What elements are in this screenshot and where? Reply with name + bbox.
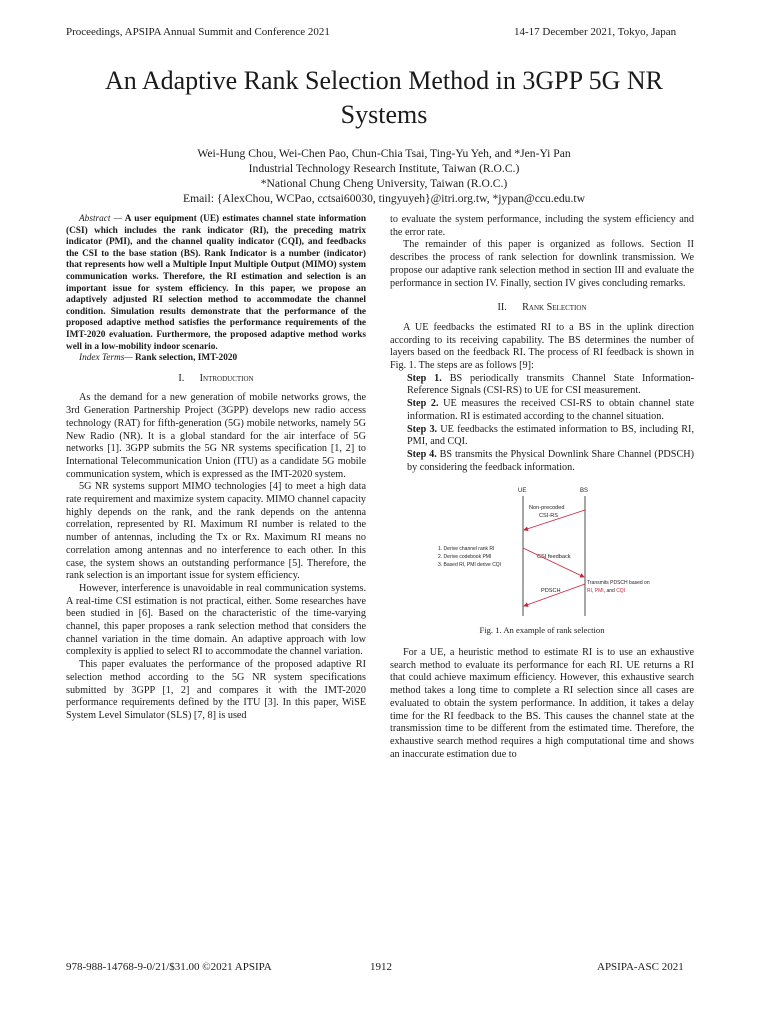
step-label: Step 2. — [407, 398, 439, 410]
abstract — [66, 214, 366, 353]
pdsch-label: PDSCH — [541, 588, 561, 595]
cqi-term: CQI — [616, 588, 626, 595]
page-number: 1912 — [370, 961, 392, 973]
bs-transmit-note-line2: RI, PMI, and CQI — [587, 588, 626, 595]
ue-step-2-note: 2. Derive codebook PMI — [438, 554, 492, 561]
ri-term: RI — [587, 588, 592, 595]
conference-date-header: 14-17 December 2021, Tokyo, Japan — [514, 26, 677, 38]
section-number: II. — [497, 302, 507, 314]
abstract-text: A user equipment (UE) estimates channel state information (CSI) which includes the rank indicator (RI), the preceding matrix indicator (PMI), and the channel quality indicator (CQI), and feedbacks the CSI to the base station (BS). Rank Indicator is a number (indicator) that represents how well a Multiple Input Multiple Output (MIMO) system communication works. Therefore, the RI estimation and selection is an important issue for system efficiency. In this paper, we propose an adaptively adjusted RI selection method to accommodate the channel condition. Simulation results demonstrate that the performance of the proposed adaptive method satisfies the performance requirements of the IMT-2020 evaluation. Furthermore, the proposed adaptive method works well in a low-mobility indoor scenario. — [66, 214, 366, 352]
step-4 — [390, 449, 694, 474]
step-text: BS transmits the Physical Downlink Share Channel (PDSCH) by considering the feedback information. — [407, 448, 694, 473]
right-column — [390, 214, 694, 761]
index-terms-text: Rank selection, IMT-2020 — [132, 353, 238, 364]
paragraph: to evaluate the system performance, including the system efficiency and the error rate. — [390, 214, 694, 238]
step-3 — [390, 424, 694, 449]
affiliation-2: *National Chung Cheng University, Taiwan (R.O.C.) — [260, 177, 508, 190]
section-title: Rank Selection — [522, 302, 587, 314]
section-number: I. — [178, 372, 185, 384]
paragraph: This paper evaluates the performance of the proposed adaptive RI selection method according to the 5G NR system specifications submitted by 3GPP [1, 2] and compares it with the IMT-2020 performance requirements defined by the ITU [3]. In this paper, WiSE System Level Simulator (SLS) [7, 8] is used — [66, 659, 366, 721]
isbn-footer: 978-988-14768-9-0/21/$31.00 ©2021 APSIPA — [66, 961, 272, 973]
author-email: Email: {AlexChou, WCPao, cctsai60030, tingyuyeh}@itri.org.tw, *jypan@ccu.edu.tw — [183, 192, 585, 205]
and-word: and — [606, 588, 615, 595]
paragraph: As the demand for a new generation of mobile networks grows, the 3rd Generation Partnership Project (3GPP) develops new radio access technology (RAT) for fifth-generation (5G) mobile networks, namely 5G New Radio (NR). It is a global standard for the air interface of 5G networks [1]. 3GPP submits the 5G NR systems specification [1, 2] to International Telecommunication Union (ITU) as a candidate 5G mobile communication system, which is expressed as the IMT-2020 system. — [66, 392, 366, 480]
bs-label: BS — [580, 488, 589, 495]
step-label: Step 4. — [407, 448, 437, 460]
step-text: UE measures the received CSI-RS to obtain channel state information. RI is estimated according to the channel situation. — [407, 398, 694, 422]
rank-selection-diagram — [390, 484, 694, 620]
abstract-label: Abstract — — [79, 214, 123, 224]
index-terms — [66, 353, 366, 365]
paragraph: A UE feedbacks the estimated RI to a BS in the uplink direction according to its receiving capability. The BS determines the number of layers based on the feedback RI. The process of RI feedback is shown in Fig. 1. The steps are as follows [9]: — [390, 321, 694, 372]
affiliation-1: Industrial Technology Research Institute, Taiwan (R.O.C.) — [248, 162, 520, 175]
left-column — [66, 214, 366, 723]
paragraph: However, interference is unavoidable in real communication systems. A real-time CSI estimation is not practical, either. Some researches have been studied in [6]. Based on the characteristic of the time-varying channel, this paper proposes a rank selection method that considers the channel variation in the time domain. An adaptive approach with low complexity is applied to select RI to accommodate the channel variation. — [66, 582, 366, 658]
index-terms-label: Index Terms— — [79, 353, 133, 364]
ue-step-1-note: 1. Derive channel rank RI — [438, 546, 495, 553]
csi-feedback-arrow — [523, 548, 584, 577]
figure-caption: Fig. 1. An example of rank selection — [479, 625, 605, 636]
section-title: Introduction — [199, 372, 254, 384]
section-heading-introduction — [66, 373, 366, 386]
step-label: Step 3. — [407, 423, 438, 435]
pmi-term: PMI — [594, 588, 604, 595]
paragraph: The remainder of this paper is organized as follows. Section II describes the process of rank selection for downlink transmission. We propose our adaptive rank selection method in section III and evaluate the performance in section IV. Finally, section IV gives concluding remarks. — [390, 239, 694, 289]
step-text: BS periodically transmits Channel State Information-Reference Signals (CSI-RS) to UE for CSI measurement. — [407, 372, 695, 397]
conference-footer: APSIPA-ASC 2021 — [597, 961, 684, 973]
proceedings-header: Proceedings, APSIPA Annual Summit and Conference 2021 — [66, 26, 330, 38]
paragraph: 5G NR systems support MIMO technologies [4] to meet a high data rate requirement and maximize system capacity. MIMO channel capacity highly depends on the rank, and the rank depends on the antenna correlation, represented by RI. Maximum RI number is related to the number of antennas, including the Tx or Rx. Maximum RI means no correlation among antennas and no interference to each other. In this case, the system shows an outstanding performance [5]. Therefore, the rank selection is an important issue for system efficiency. — [66, 481, 366, 582]
ue-step-3-note: 3. Based RI, PMI derive CQI — [438, 562, 502, 569]
figure-1 — [390, 484, 694, 620]
csi-rs-label-line1: Non-precoded — [529, 505, 565, 512]
author-names: Wei-Hung Chou, Wei-Chen Pao, Chun-Chia Tsai, Ting-Yu Yeh, and *Jen-Yi Pan — [197, 147, 571, 160]
step-1 — [390, 373, 694, 398]
paragraph: For a UE, a heuristic method to estimate RI is to use an exhaustive search method to evaluate its performance for each RI. UE returns a RI that could achieve maximum efficiency. However, this exhaustive search method takes a long time to complete a RI selection since all cases are evaluated to obtain the system performance. In addition, it takes a delay time for the RI feedback to the BS. This causes the channel state at the transmission time to be different from the estimated time. Therefore, the exhaustive search method requires a high computational time and shows an inaccurate estimation due to — [390, 647, 694, 760]
bs-transmit-note-line1: Transmits PDSCH based on — [587, 580, 650, 587]
csi-rs-label-line2: CSI-RS — [539, 513, 558, 520]
csi-feedback-label: CSI feedback — [537, 554, 571, 561]
step-2 — [390, 398, 694, 423]
paper-title: An Adaptive Rank Selection Method in 3GPP 5G NR Systems — [104, 66, 663, 129]
step-label: Step 1. — [407, 372, 442, 384]
ue-label: UE — [518, 488, 527, 495]
step-text: UE feedbacks the estimated information to BS, including RI, PMI, and CQI. — [407, 423, 694, 448]
section-heading-rank-selection — [390, 302, 694, 315]
author-block — [66, 146, 702, 206]
